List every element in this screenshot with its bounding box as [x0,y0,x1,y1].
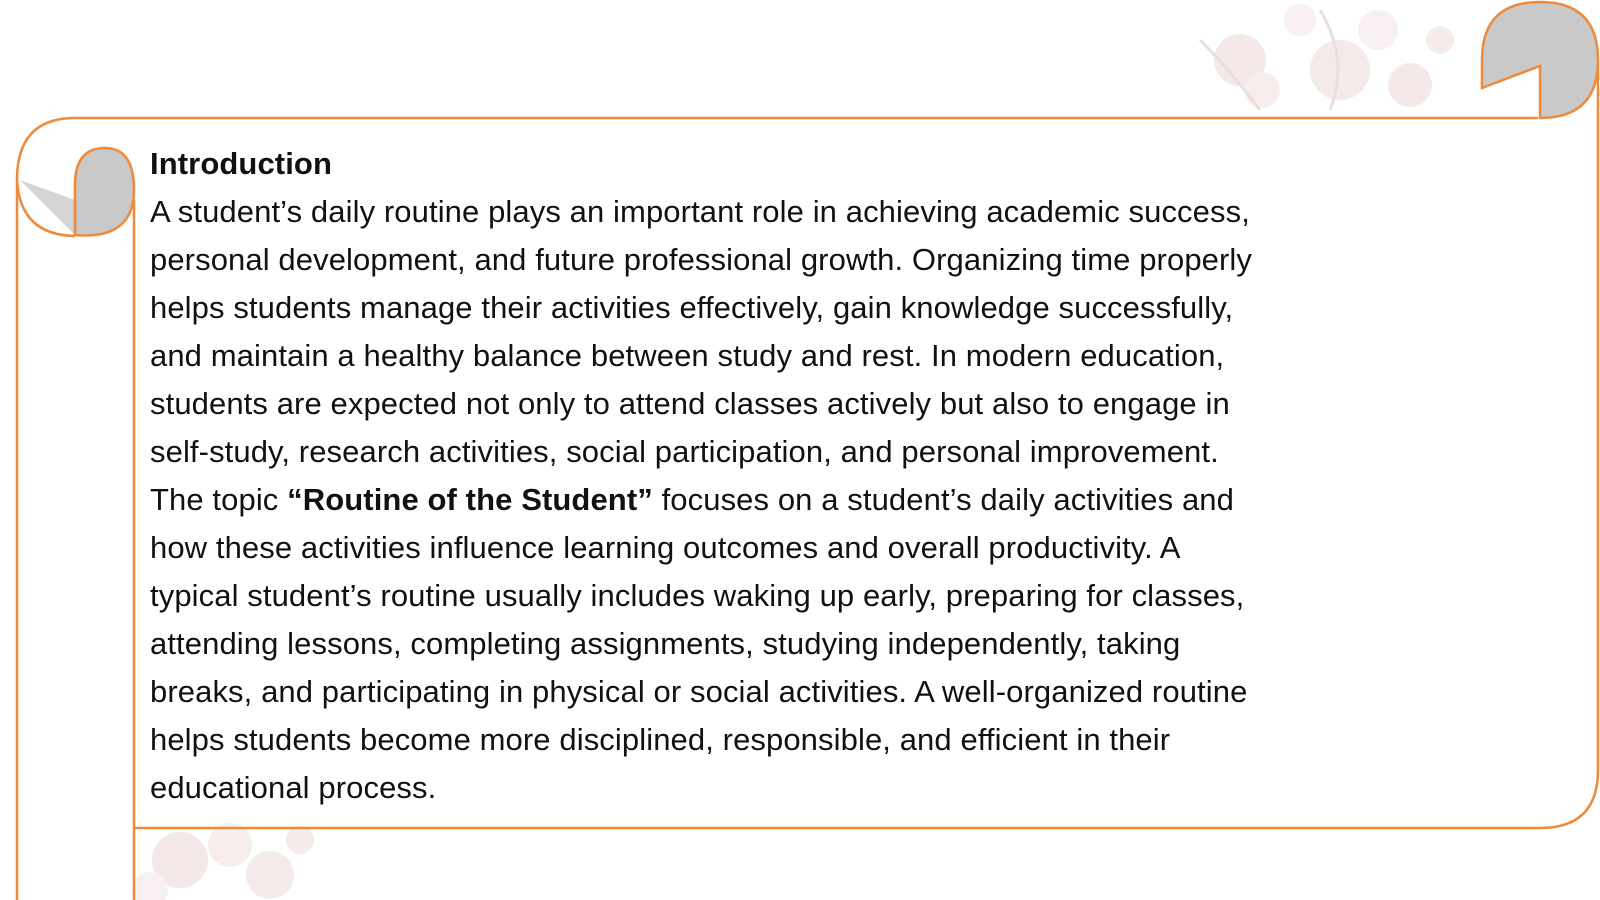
paragraph-line: personal development, and future professional growth. Organizing time properly [150,242,1253,277]
topic-line [150,476,1480,524]
floral-decoration-top [1200,4,1454,110]
paragraph-line: how these activities influence learning outcomes and overall productivity. A [150,530,1181,565]
paragraph-line: breaks, and participating in physical or social activities. A well-organized routine [150,674,1248,709]
scroll-curl-top-right [1482,2,1598,118]
paragraph-line: self-study, research activities, social participation, and personal improvement. [150,434,1219,469]
paragraph-line: attending lessons, completing assignments, studying independently, taking [150,626,1181,661]
paragraph-line: and maintain a healthy balance between study and rest. In modern education, [150,338,1225,373]
paragraph-line: educational process. [150,770,437,805]
floral-decoration-bottom [132,823,314,900]
paragraph-line: A student’s daily routine plays an important role in achieving academic success, [150,194,1250,229]
paragraph-line: helps students manage their activities effectively, gain knowledge successfully, [150,290,1234,325]
paragraph-line: helps students become more disciplined, responsible, and efficient in their [150,722,1171,757]
paragraph-line: typical student’s routine usually includes waking up early, preparing for classes, [150,578,1245,613]
paragraph-line: students are expected not only to attend classes actively but also to engage in [150,386,1230,421]
introduction-text-block [150,140,1480,812]
topic-line-before: The topic [150,482,288,517]
scroll-curl-top-left [17,148,134,236]
topic-line-after: focuses on a student’s daily activities and [652,482,1234,517]
topic-title-emphasis: “Routine of the Student” [287,482,653,517]
section-heading: Introduction [150,146,332,181]
